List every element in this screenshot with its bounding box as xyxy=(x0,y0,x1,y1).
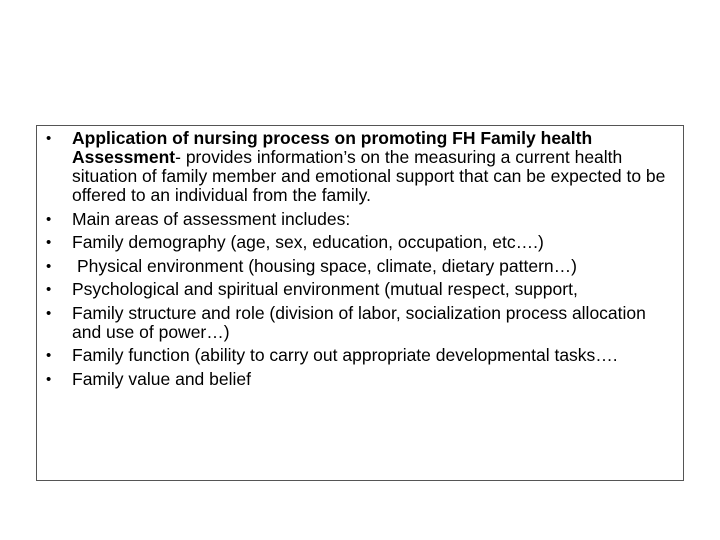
list-item-text: Physical environment (housing space, climate, dietary pattern…) xyxy=(77,255,577,276)
content-box xyxy=(36,125,684,481)
list-item xyxy=(45,346,675,365)
bullet-list xyxy=(45,129,675,393)
list-item xyxy=(45,304,675,342)
list-item-description: - provides information’s on the measuring a current health situation of family member and emotional support that can be expected to be offered to an individual from the family. xyxy=(72,147,666,205)
bullet-marker: • xyxy=(46,304,52,322)
list-item xyxy=(45,129,675,205)
list-item-text: Family value and belief xyxy=(72,368,251,389)
bullet-marker: • xyxy=(46,210,52,228)
list-item xyxy=(45,257,675,276)
list-item-text: Main areas of assessment includes: xyxy=(72,208,351,229)
list-item-text: Psychological and spiritual environment (mutual respect, support, xyxy=(72,279,578,299)
list-item-text: Family structure and role (division of labor, socialization process allocation and use of power…) xyxy=(72,302,646,342)
list-item-text: Family demography (age, sex, education, occupation, etc….) xyxy=(72,232,544,252)
bullet-marker: • xyxy=(46,370,52,388)
list-item xyxy=(45,210,675,229)
bullet-marker: • xyxy=(46,281,52,298)
bullet-marker: • xyxy=(46,234,52,251)
list-item-text xyxy=(72,129,675,205)
bullet-marker: • xyxy=(46,257,52,275)
bullet-marker: • xyxy=(46,130,52,147)
list-item xyxy=(45,370,675,389)
bullet-marker: • xyxy=(46,347,52,364)
list-item xyxy=(45,280,675,299)
list-item-text: Family function (ability to carry out appropriate developmental tasks…. xyxy=(72,345,618,365)
list-item xyxy=(45,233,675,252)
list-item-heading: Application of nursing process on promoting FH Family health Assessment xyxy=(72,128,593,167)
